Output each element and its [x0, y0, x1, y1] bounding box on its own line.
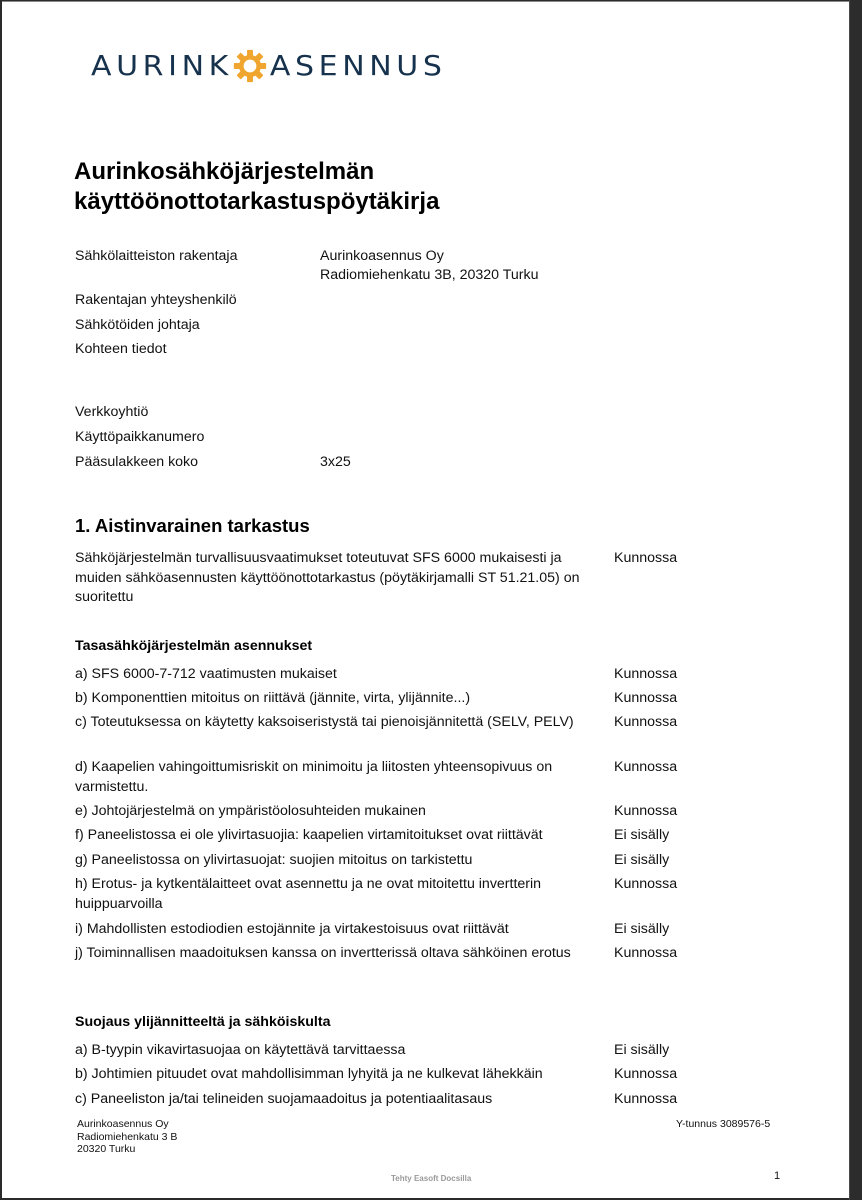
check-text: c) Paneeliston ja/tai telineiden suojamaadoitus ja potentiaalitasaus [75, 1091, 493, 1107]
check-status: Ei sisälly [614, 1042, 670, 1058]
check-status: Kunnossa [614, 714, 678, 730]
logo-text-end: ASENNUS [269, 49, 447, 83]
group-heading-protection: Suojaus ylijännitteeltä ja sähköiskulta [75, 1014, 331, 1030]
check-status: Kunnossa [614, 690, 678, 706]
check-text: g) Paneelistossa on ylivirtasuojat: suojien mitoitus on tarkistettu [75, 852, 473, 868]
builder-label: Sähkölaitteiston rakentaja [75, 248, 238, 264]
check-status: Kunnossa [614, 759, 678, 775]
page-number: 1 [774, 1170, 781, 1182]
footer-business-id: Y-tunnus 3089576-5 [676, 1118, 771, 1130]
check-status: Kunnossa [614, 1066, 678, 1082]
manager-label: Sähkötöiden johtaja [75, 317, 200, 333]
contact-label: Rakentajan yhteyshenkilö [75, 292, 237, 308]
footer-address [77, 1118, 177, 1156]
main-fuse-label: Pääsulakkeen koko [75, 454, 199, 470]
site-label: Kohteen tiedot [75, 341, 167, 357]
gear-icon [233, 49, 267, 83]
intro-status: Kunnossa [614, 550, 678, 566]
check-status: Kunnossa [614, 1091, 678, 1107]
check-status: Kunnossa [614, 876, 678, 892]
check-text: b) Johtimien pituudet ovat mahdollisimman lyhyitä ja ne kulkevat lähekkäin [75, 1066, 543, 1082]
intro-text: Sähköjärjestelmän turvallisuusvaatimukset toteutuvat SFS 6000 mukaisesti ja muiden sähköasennusten käyttöönottotarkastus (pöytäkirjamalli ST 51.21.05) on suoritettu [75, 550, 580, 606]
check-text: f) Paneelistossa ei ole ylivirtasuojia: kaapelien virtamitoitukset ovat riittävät [75, 827, 543, 843]
viewer-side-panel [849, 0, 862, 1200]
section-heading: 1. Aistinvarainen tarkastus [75, 515, 310, 536]
grid-company-label: Verkkoyhtiö [75, 404, 149, 420]
group-heading-dc: Tasasähköjärjestelmän asennukset [75, 638, 313, 654]
footer-city: 20320 Turku [77, 1143, 136, 1155]
check-status: Kunnossa [614, 945, 678, 961]
check-text: c) Toteutuksessa on käytetty kaksoiseristystä tai pienoisjännitettä (SELV, PELV) [75, 714, 574, 730]
document-title [74, 157, 439, 217]
check-text: h) Erotus- ja kytkentälaitteet ovat asennettu ja ne ovat mitoitettu invertterin huippuarvoilla [75, 876, 542, 912]
check-text: e) Johtojärjestelmä on ympäristöolosuhteiden mukainen [75, 803, 426, 819]
check-status: Kunnossa [614, 666, 678, 682]
company-logo [91, 46, 447, 86]
builder-name: Aurinkoasennus Oy [320, 248, 444, 264]
check-status: Ei sisälly [614, 852, 670, 868]
made-with-note: Tehty Easoft Docsilla [391, 1174, 472, 1183]
check-text: i) Mahdollisten estodiodien estojännite ja virtakestoisuus ovat riittävät [75, 921, 509, 937]
footer-company: Aurinkoasennus Oy [77, 1118, 169, 1130]
check-text: a) SFS 6000-7-712 vaatimusten mukaiset [75, 666, 337, 682]
builder-address: Radiomiehenkatu 3B, 20320 Turku [320, 267, 539, 283]
main-fuse-value: 3x25 [320, 454, 351, 470]
footer-street: Radiomiehenkatu 3 B [77, 1130, 178, 1143]
check-status: Kunnossa [614, 803, 678, 819]
title-line-2: käyttöönottotarkastuspöytäkirja [74, 188, 440, 215]
check-text: j) Toiminnallisen maadoituksen kanssa on invertterissä oltava sähköinen erotus [75, 945, 571, 961]
document-page [2, 1, 849, 1198]
check-text: b) Komponenttien mitoitus on riittävä (jännite, virta, ylijännite...) [75, 690, 471, 706]
check-status: Ei sisälly [614, 921, 670, 937]
title-line-1: Aurinkosähköjärjestelmän [74, 158, 375, 185]
check-text: a) B-tyypin vikavirtasuojaa on käytettävä tarvittaessa [75, 1042, 406, 1058]
check-text: d) Kaapelien vahingoittumisriskit on minimoitu ja liitosten yhteensopivuus on varmistettu. [75, 759, 553, 795]
usage-point-label: Käyttöpaikkanumero [75, 429, 205, 445]
check-status: Ei sisälly [614, 827, 670, 843]
logo-text-start: AURINK [91, 49, 233, 83]
